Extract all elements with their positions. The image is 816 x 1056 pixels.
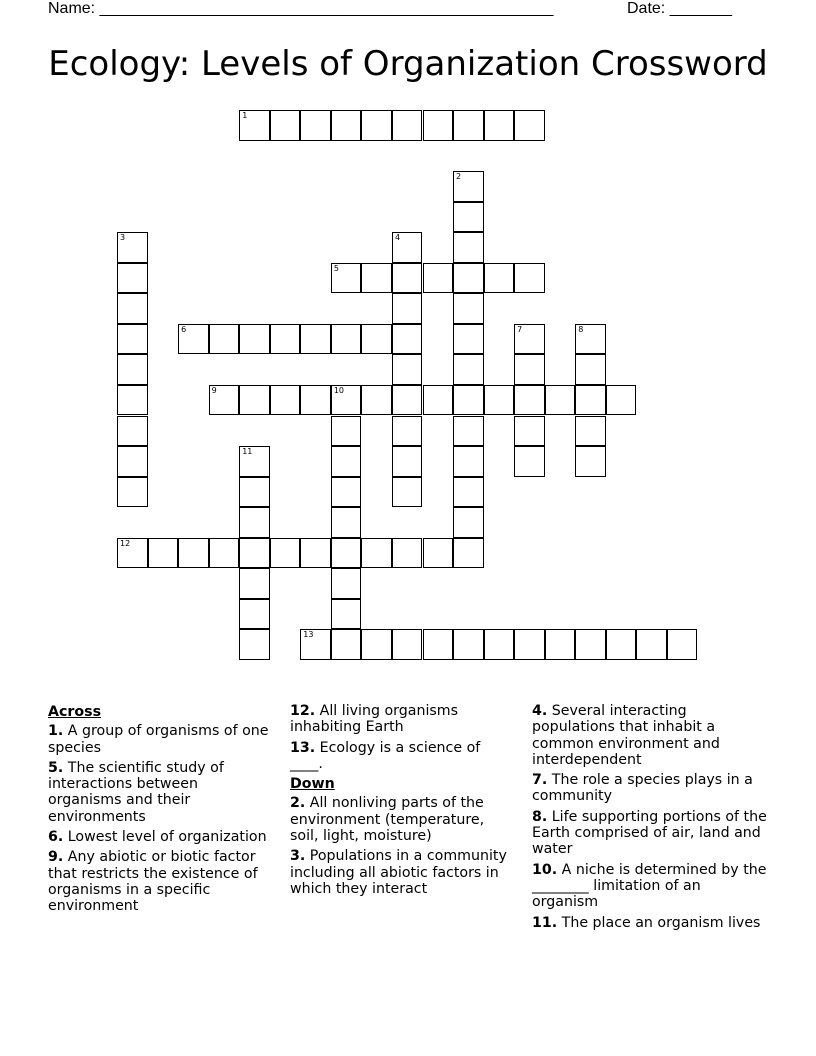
grid-cell[interactable]: [514, 385, 545, 416]
grid-cell[interactable]: [453, 202, 484, 233]
grid-cell[interactable]: [392, 538, 423, 569]
grid-cell[interactable]: [392, 446, 423, 477]
grid-cell[interactable]: [209, 385, 240, 416]
grid-cell[interactable]: [361, 263, 392, 294]
grid-cell[interactable]: [300, 538, 331, 569]
cell-number: 13: [303, 630, 314, 640]
clue-text: Ecology is a science of ____.: [290, 739, 481, 772]
clue-number: 5.: [48, 759, 64, 776]
grid-cell[interactable]: [453, 416, 484, 447]
grid-cell[interactable]: [361, 629, 392, 660]
grid-cell[interactable]: [361, 538, 392, 569]
clue-number: 10.: [532, 861, 558, 878]
grid-cell[interactable]: [331, 446, 362, 477]
cell-number: 11: [242, 447, 253, 457]
clue-text: The place an organism lives: [561, 914, 761, 931]
clue-number: 3.: [290, 848, 306, 865]
grid-cell[interactable]: [667, 629, 698, 660]
clue-text: Populations in a community including all abiotic factors in which they interact: [290, 848, 507, 897]
grid-cell[interactable]: [545, 629, 576, 660]
grid-cell[interactable]: [575, 385, 606, 416]
across-heading: Across: [48, 704, 102, 720]
grid-cell[interactable]: [331, 385, 362, 416]
clue-down-11: [532, 915, 768, 931]
cell-number: 2: [456, 172, 462, 182]
grid-cell[interactable]: [239, 324, 270, 355]
grid-cell[interactable]: [270, 110, 301, 141]
grid-cell[interactable]: [178, 538, 209, 569]
grid-cell[interactable]: [484, 629, 515, 660]
grid-cell[interactable]: [514, 263, 545, 294]
grid-cell[interactable]: [331, 629, 362, 660]
clue-number: 7.: [532, 772, 548, 789]
cell-number: 7: [517, 324, 523, 334]
grid-cell[interactable]: [575, 629, 606, 660]
cell-number: 12: [120, 538, 131, 548]
clue-text: Life supporting portions of the Earth comprised of air, land and water: [532, 808, 767, 858]
clue-number: 12.: [290, 703, 316, 719]
clue-text: Any abiotic or biotic factor that restricts the existence of organisms in a specific environment: [48, 849, 258, 915]
grid-cell[interactable]: [392, 385, 423, 416]
grid-cell[interactable]: [209, 538, 240, 569]
clue-text: All living organisms inhabiting Earth: [290, 703, 458, 736]
clue-text: A niche is determined by the ________ limitation of an organism: [532, 861, 767, 911]
grid-cell[interactable]: [117, 385, 148, 416]
grid-cell[interactable]: [392, 324, 423, 355]
clue-number: 8.: [532, 808, 548, 825]
name-field[interactable]: Name: ___________________________________________________: [48, 0, 554, 17]
grid-cell[interactable]: [453, 538, 484, 569]
grid-cell[interactable]: [117, 538, 148, 569]
grid-cell[interactable]: [239, 629, 270, 660]
grid-cell[interactable]: [117, 293, 148, 324]
clue-number: 2.: [290, 795, 306, 812]
cell-number: 5: [333, 263, 339, 273]
grid-cell[interactable]: [361, 324, 392, 355]
grid-cell[interactable]: [392, 354, 423, 385]
grid-cell[interactable]: [239, 568, 270, 599]
grid-cell[interactable]: [361, 110, 392, 141]
grid-cell[interactable]: [361, 385, 392, 416]
clue-across-12: [290, 703, 512, 736]
grid-cell[interactable]: [453, 110, 484, 141]
grid-cell[interactable]: [270, 385, 301, 416]
cell-number: 1: [242, 111, 248, 120]
date-field[interactable]: Date: _______: [627, 0, 732, 17]
grid-cell[interactable]: [331, 263, 362, 294]
grid-cell[interactable]: [423, 385, 454, 416]
grid-cell[interactable]: [117, 446, 148, 477]
clue-number: 13.: [290, 739, 316, 756]
grid-cell[interactable]: [575, 446, 606, 477]
grid-cell[interactable]: [392, 477, 423, 508]
grid-cell[interactable]: [392, 232, 423, 263]
grid-cell[interactable]: [575, 416, 606, 447]
grid-cell[interactable]: [575, 354, 606, 385]
clue-text: All nonliving parts of the environment (temperature, soil, light, moisture): [290, 795, 485, 845]
grid-cell[interactable]: [514, 416, 545, 447]
grid-cell[interactable]: [453, 629, 484, 660]
grid-cell[interactable]: [331, 599, 362, 630]
grid-cell[interactable]: [239, 385, 270, 416]
clue-column-2: [290, 703, 512, 901]
grid-cell[interactable]: [331, 538, 362, 569]
grid-cell[interactable]: [392, 293, 423, 324]
grid-cell[interactable]: [392, 416, 423, 447]
clue-down-7: [532, 772, 768, 805]
grid-cell[interactable]: [453, 385, 484, 416]
grid-cell[interactable]: [453, 324, 484, 355]
clue-down-8: [532, 809, 768, 858]
grid-cell[interactable]: [331, 568, 362, 599]
grid-cell[interactable]: [423, 263, 454, 294]
grid-cell[interactable]: [453, 263, 484, 294]
cell-number: 3: [120, 233, 126, 243]
clue-down-2: [290, 795, 512, 844]
grid-cell[interactable]: [453, 446, 484, 477]
clue-number: 11.: [532, 914, 558, 931]
grid-cell[interactable]: [453, 232, 484, 263]
clue-across-5: [48, 760, 270, 825]
clue-text: The role a species plays in a community: [532, 772, 753, 805]
grid-cell[interactable]: [117, 416, 148, 447]
grid-cell[interactable]: [331, 324, 362, 355]
grid-cell[interactable]: [514, 446, 545, 477]
grid-cell[interactable]: [300, 629, 331, 660]
grid-cell[interactable]: [270, 324, 301, 355]
clue-text: Lowest level of organization: [67, 829, 267, 846]
grid-cell[interactable]: [514, 110, 545, 141]
grid-cell[interactable]: [331, 110, 362, 141]
grid-cell[interactable]: [117, 263, 148, 294]
grid-cell[interactable]: [453, 477, 484, 508]
cell-number: 10: [333, 385, 345, 395]
cell-number: 9: [211, 385, 217, 395]
clue-number: 9.: [48, 849, 64, 866]
grid-cell[interactable]: [239, 446, 270, 477]
clue-down-3: [290, 848, 512, 897]
clue-down-4: [532, 703, 768, 768]
clue-across-9: [48, 849, 270, 914]
clue-text: A group of organisms of one species: [48, 723, 269, 756]
grid-cell[interactable]: [300, 385, 331, 416]
grid-cell[interactable]: [331, 507, 362, 538]
grid-cell[interactable]: [117, 354, 148, 385]
grid-cell[interactable]: [423, 538, 454, 569]
clue-number: 4.: [532, 703, 548, 719]
grid-cell[interactable]: [300, 324, 331, 355]
grid-cell[interactable]: [514, 629, 545, 660]
clue-column-3: [532, 703, 768, 935]
grid-cell[interactable]: [606, 629, 637, 660]
clue-down-10: [532, 862, 768, 911]
clue-text: The scientific study of interactions between organisms and their environments: [48, 759, 224, 825]
page-title: Ecology: Levels of Organization Crossword: [48, 44, 768, 84]
clue-column-1: [48, 703, 270, 919]
grid-cell[interactable]: [117, 477, 148, 508]
down-heading: Down: [290, 776, 335, 793]
grid-cell[interactable]: [484, 110, 515, 141]
clue-text: Several interacting populations that inhabit a common environment and interdependent: [532, 703, 720, 768]
grid-cell[interactable]: [392, 110, 423, 141]
grid-cell[interactable]: [239, 599, 270, 630]
grid-cell[interactable]: [239, 110, 270, 141]
grid-cell[interactable]: [453, 354, 484, 385]
cell-number: 6: [181, 324, 187, 334]
grid-cell[interactable]: [575, 324, 606, 355]
grid-cell[interactable]: [514, 354, 545, 385]
cell-number: 8: [578, 324, 584, 334]
clue-across-6: [48, 829, 270, 845]
grid-cell[interactable]: [209, 324, 240, 355]
grid-cell[interactable]: [392, 263, 423, 294]
grid-cell[interactable]: [178, 324, 209, 355]
grid-cell[interactable]: [239, 507, 270, 538]
grid-cell[interactable]: [514, 324, 545, 355]
grid-cell[interactable]: [300, 110, 331, 141]
grid-cell[interactable]: [117, 232, 148, 263]
grid-cell[interactable]: [423, 110, 454, 141]
grid-cell[interactable]: [148, 538, 179, 569]
grid-cell[interactable]: [392, 629, 423, 660]
grid-cell[interactable]: [484, 385, 515, 416]
grid-cell[interactable]: [453, 507, 484, 538]
cell-number: 4: [394, 233, 401, 243]
grid-cell[interactable]: [545, 385, 576, 416]
clue-across-1: [48, 723, 270, 756]
clue-across-13: [290, 740, 512, 773]
grid-cell[interactable]: [606, 385, 637, 416]
clue-number: 1.: [48, 723, 64, 740]
grid-cell[interactable]: [484, 263, 515, 294]
grid-cell[interactable]: [423, 629, 454, 660]
grid-cell[interactable]: [239, 477, 270, 508]
clue-number: 6.: [48, 829, 64, 846]
grid-cell[interactable]: [636, 629, 667, 660]
grid-cell[interactable]: [117, 324, 148, 355]
grid-cell[interactable]: [331, 416, 362, 447]
grid-cell[interactable]: [453, 293, 484, 324]
grid-cell[interactable]: [270, 538, 301, 569]
grid-cell[interactable]: [453, 171, 484, 202]
grid-cell[interactable]: [331, 477, 362, 508]
grid-cell[interactable]: [239, 538, 270, 569]
